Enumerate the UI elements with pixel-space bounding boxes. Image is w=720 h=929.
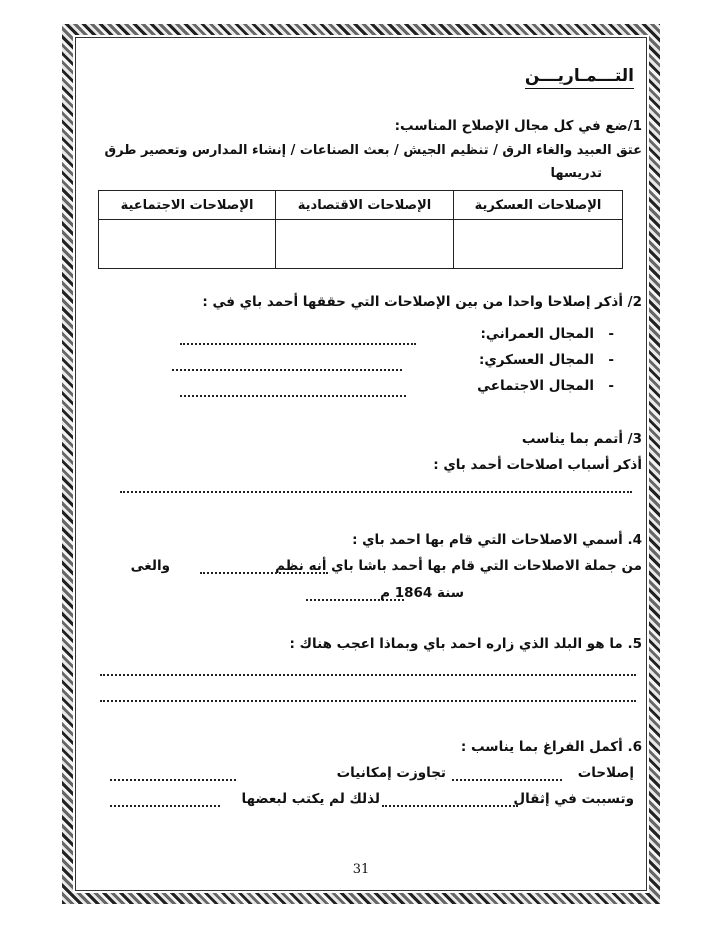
q5-prompt: 5. ما هو البلد الذي زاره احمد باي وبماذا اعجب هناك : <box>289 636 642 652</box>
q2-item-military: المجال العسكري: <box>478 352 594 368</box>
q1-options-line2: تدريسها <box>550 166 602 181</box>
q4-line1-end: والغى <box>130 558 170 574</box>
page-number: 31 <box>352 862 370 877</box>
page-title: التـــمـاريـــن <box>525 66 634 89</box>
q2-dash-3: - <box>608 378 614 394</box>
q6-answer-2[interactable] <box>110 779 236 781</box>
q6-answer-4[interactable] <box>110 805 220 807</box>
q6-prompt: 6. أكمل الفراغ بما يناسب : <box>460 739 642 755</box>
q2-answer-social[interactable] <box>180 395 406 397</box>
worksheet-page <box>80 40 642 890</box>
q6-line1-b: تجاوزت إمكانيات <box>336 765 446 781</box>
q2-answer-military[interactable] <box>172 369 402 371</box>
q5-answer-line1[interactable] <box>100 674 636 676</box>
q6-line1-a: إصلاحات <box>577 765 634 781</box>
q6-line2-a: وتسببت في إثقال <box>513 791 634 807</box>
cell-military[interactable] <box>453 220 622 269</box>
q3-line: أذكر أسباب اصلاحات أحمد باي : <box>433 457 642 473</box>
q3-answer[interactable] <box>120 491 632 493</box>
header-military: الإصلاحات العسكرية <box>453 191 622 220</box>
q2-dash-1: - <box>608 326 614 342</box>
header-economic: الإصلاحات الاقتصادية <box>276 191 454 220</box>
q2-prompt: 2/ أذكر إصلاحا واحدا من بين الإصلاحات التي حققها أحمد باي في : <box>202 294 642 310</box>
q4-prompt: 4. أسمي الاصلاحات التي قام بها احمد باي : <box>352 532 642 548</box>
q6-line2-b: لذلك لم يكتب لبعضها <box>241 791 380 807</box>
cell-economic[interactable] <box>276 220 454 269</box>
q6-answer-3[interactable] <box>382 805 518 807</box>
reforms-table <box>98 190 623 269</box>
q4-answer-1[interactable] <box>200 572 328 574</box>
q6-answer-1[interactable] <box>452 779 562 781</box>
q2-answer-urban[interactable] <box>180 343 416 345</box>
q1-prompt: 1/ضع في كل مجال الإصلاح المناسب: <box>394 118 642 134</box>
q2-item-social: المجال الاجتماعي <box>477 378 594 394</box>
q3-prompt: 3/ أتمم بما يناسب <box>521 431 642 447</box>
q4-line1-start: من جملة الاصلاحات التي قام بها أحمد باشا باي أنه نظم <box>275 558 642 574</box>
q1-options-line1: عتق العبيد والغاء الرق / تنظيم الجيش / بعث الصناعات / إنشاء المدارس وتعصير طرق <box>104 143 642 158</box>
q2-item-urban: المجال العمراني: <box>480 326 594 342</box>
cell-social[interactable] <box>99 220 276 269</box>
q2-dash-2: - <box>608 352 614 368</box>
q4-line2: سنة 1864 م <box>380 585 464 601</box>
q5-answer-line2[interactable] <box>100 700 636 702</box>
header-social: الإصلاحات الاجتماعية <box>99 191 276 220</box>
